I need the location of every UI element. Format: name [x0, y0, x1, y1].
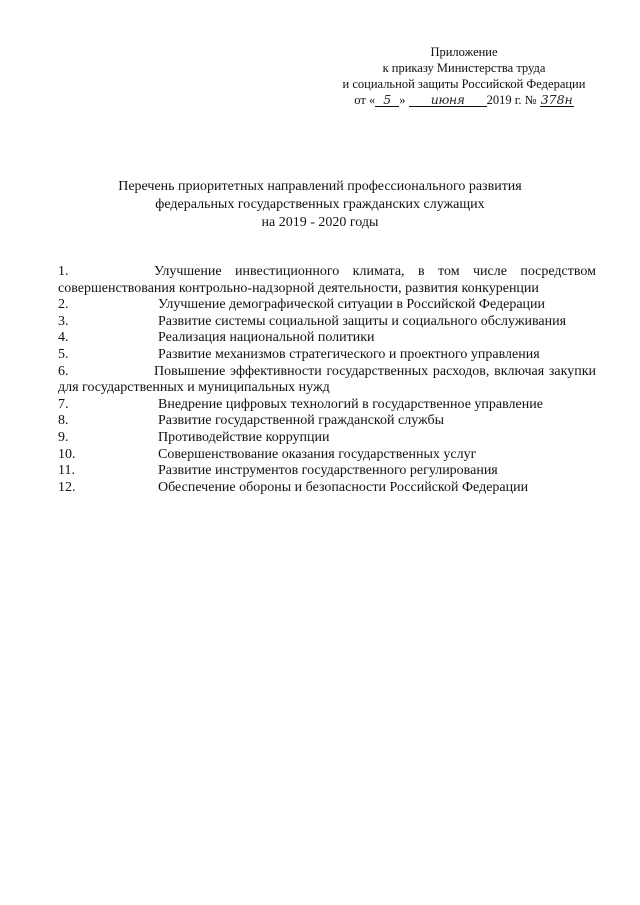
- item-number: 5.: [58, 346, 69, 362]
- item-text: Повышение эффективности государственных расходов, включая закупки для государственных и муниципальных нужд: [58, 363, 596, 396]
- document-title: [60, 178, 580, 232]
- item-number: 6.: [58, 363, 69, 379]
- item-text: Совершенствование оказания государственных услуг: [158, 446, 477, 462]
- item-number: 3.: [58, 313, 69, 329]
- item-text: Противодействие коррупции: [158, 429, 330, 445]
- item-text: Развитие механизмов стратегического и проектного управления: [158, 346, 540, 362]
- handwritten-day: 5: [375, 93, 399, 107]
- appendix-date-line: [338, 92, 590, 108]
- item-text: Реализация национальной политики: [158, 330, 375, 346]
- list-item: [58, 397, 596, 414]
- item-number: 7.: [58, 396, 69, 412]
- item-text: Развитие государственной гражданской службы: [158, 413, 445, 429]
- item-text: Развитие системы социальной защиты и социального обслуживания: [158, 313, 567, 329]
- item-number: 9.: [58, 429, 69, 445]
- item-text: Улучшение демографической ситуации в Российской Федерации: [158, 297, 546, 313]
- list-item: [58, 314, 596, 331]
- item-number: 10.: [58, 446, 76, 462]
- priority-list: [58, 264, 596, 496]
- list-item: [58, 330, 596, 347]
- list-item: [58, 347, 596, 364]
- title-line-1: Перечень приоритетных направлений профессионального развития: [118, 179, 522, 194]
- appendix-ministry: и социальной защиты Российской Федерации: [342, 77, 586, 91]
- list-item: [58, 413, 596, 430]
- item-number: 8.: [58, 413, 69, 429]
- list-item: [58, 364, 596, 397]
- title-line-3: на 2019 - 2020 годы: [261, 215, 379, 230]
- list-item: [58, 463, 596, 480]
- date-mid: »: [399, 93, 406, 107]
- list-item: [58, 264, 596, 297]
- list-item: [58, 480, 596, 497]
- appendix-order-ref: к приказу Министерства труда: [382, 61, 546, 75]
- item-text: Улучшение инвестиционного климата, в том числе посредством совершенствования контрольно-надзорной деятельности, развития конкуренции: [58, 264, 596, 296]
- handwritten-month: июня: [409, 93, 487, 107]
- handwritten-order-number: 378н: [540, 92, 573, 107]
- appendix-header: [338, 44, 590, 108]
- list-item: [58, 297, 596, 314]
- date-prefix: от «: [354, 93, 376, 107]
- item-number: 11.: [58, 463, 75, 479]
- item-text: Обеспечение обороны и безопасности Российской Федерации: [158, 479, 529, 495]
- year-text: 2019 г. №: [486, 93, 537, 107]
- list-item: [58, 430, 596, 447]
- item-text: Внедрение цифровых технологий в государственное управление: [158, 396, 543, 412]
- item-number: 2.: [58, 297, 69, 313]
- item-number: 1.: [58, 264, 69, 279]
- list-item: [58, 447, 596, 464]
- item-number: 12.: [58, 479, 76, 495]
- title-line-2: федеральных государственных гражданских служащих: [155, 197, 485, 212]
- appendix-label: Приложение: [430, 45, 498, 59]
- item-number: 4.: [58, 330, 69, 346]
- item-text: Развитие инструментов государственного регулирования: [158, 463, 498, 479]
